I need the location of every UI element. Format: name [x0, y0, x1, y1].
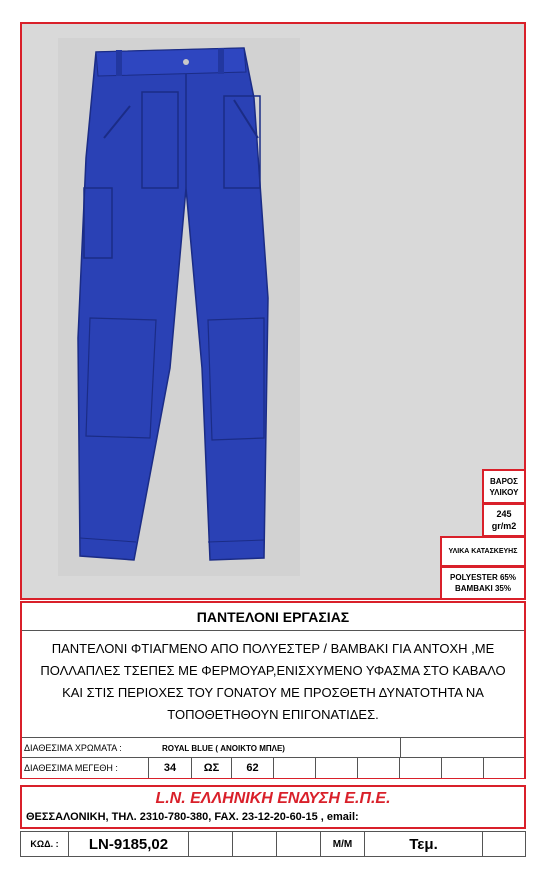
- size-to: 62: [232, 758, 274, 778]
- materials-label: ΥΛΙΚΑ ΚΑΤΑΣΚΕΥΗΣ: [448, 548, 518, 555]
- sizes-label: ΔΙΑΘΕΣΙΜΑ ΜΕΓΕΘΗ :: [24, 763, 118, 773]
- weight-unit: gr/m2: [491, 521, 517, 531]
- sizes-empty-cell: [442, 758, 484, 778]
- weight-label-box: [482, 469, 526, 504]
- sizes-empty-cell: [400, 758, 442, 778]
- page-title: ΠΑΝΤΕΛΟΝΙ ΕΡΓΑΣΙΑΣ: [22, 603, 524, 631]
- weight-label-line2: ΥΛΙΚΟΥ: [489, 487, 519, 497]
- code-empty-cell: [189, 832, 233, 856]
- colors-divider: [400, 738, 401, 758]
- code-empty-cell: [277, 832, 321, 856]
- materials-label-box: [440, 536, 526, 567]
- materials-value-line2: ΒΑΜΒΑΚΙ 35%: [454, 584, 511, 593]
- product-photo: [58, 38, 300, 576]
- colors-row: [22, 737, 524, 758]
- colors-value: ROYAL BLUE ( ΑΝΟΙΚΤΟ ΜΠΛΕ): [162, 743, 285, 753]
- materials-value-box: [440, 566, 526, 600]
- sizes-empty-cell: [316, 758, 358, 778]
- sizes-empty-cell: [358, 758, 400, 778]
- code-row: [20, 831, 526, 857]
- weight-value-box: [482, 503, 526, 537]
- company-name: L.N. ΕΛΛΗΝΙΚΗ ΕΝΔΥΣΗ Ε.Π.Ε.: [155, 790, 391, 807]
- company-contact: ΘΕΣΣΑΛΟΝΙΚΗ, ΤΗΛ. 2310-780-380, FAX. 23-12-20-60-15 , email:: [26, 811, 359, 823]
- unit-label: Μ/Μ: [321, 832, 365, 856]
- work-trousers-image: [58, 38, 300, 576]
- code-empty-cell: [233, 832, 277, 856]
- code-value: LN-9185,02: [69, 832, 189, 856]
- product-description: ΠΑΝΤΕΛΟΝΙ ΦΤΙΑΓΜΕΝΟ ΑΠΟ ΠΟΛΥΕΣΤΕΡ / ΒΑΜΒΑΚΙ ΓΙΑ ΑΝΤΟΧΗ ,ΜΕ ΠΟΛΛΑΠΛΕΣ ΤΣΕΠΕΣ ΜΕ ΦΕΡΜΟΥΑΡ,ΕΝΙΣΧΥΜΕΝΟ ΥΦΑΣΜΑ ΣΤΟ ΚΑΒΑΛΟ ΚΑΙ ΣΤΙΣ ΠΕΡΙΟΧΕΣ ΤΟΥ ΓΟΝΑΤΟΥ ΜΕ ΠΡΟΣΘΕΤΗ ΔΥΝΑΤΟΤΗΤΑ ΝΑ ΤΟΠΟΘΕΤΗΘΟΥΝ ΕΠΙΓΟΝΑΤΙΔΕΣ.: [40, 641, 506, 722]
- materials-value-line1: POLYESTER 65%: [450, 573, 516, 582]
- colors-label: ΔΙΑΘΕΣΙΜΑ ΧΡΩΜΑΤΑ :: [24, 743, 122, 753]
- size-separator: ΩΣ: [192, 758, 232, 778]
- code-label: ΚΩΔ. :: [21, 832, 69, 856]
- sizes-row: [22, 758, 524, 778]
- sizes-empty-cell: [274, 758, 316, 778]
- weight-value: 245: [496, 509, 512, 519]
- unit-value: Τεμ.: [365, 832, 483, 856]
- size-from: 34: [148, 758, 192, 778]
- weight-label-line1: ΒΑΡΟΣ: [490, 476, 518, 486]
